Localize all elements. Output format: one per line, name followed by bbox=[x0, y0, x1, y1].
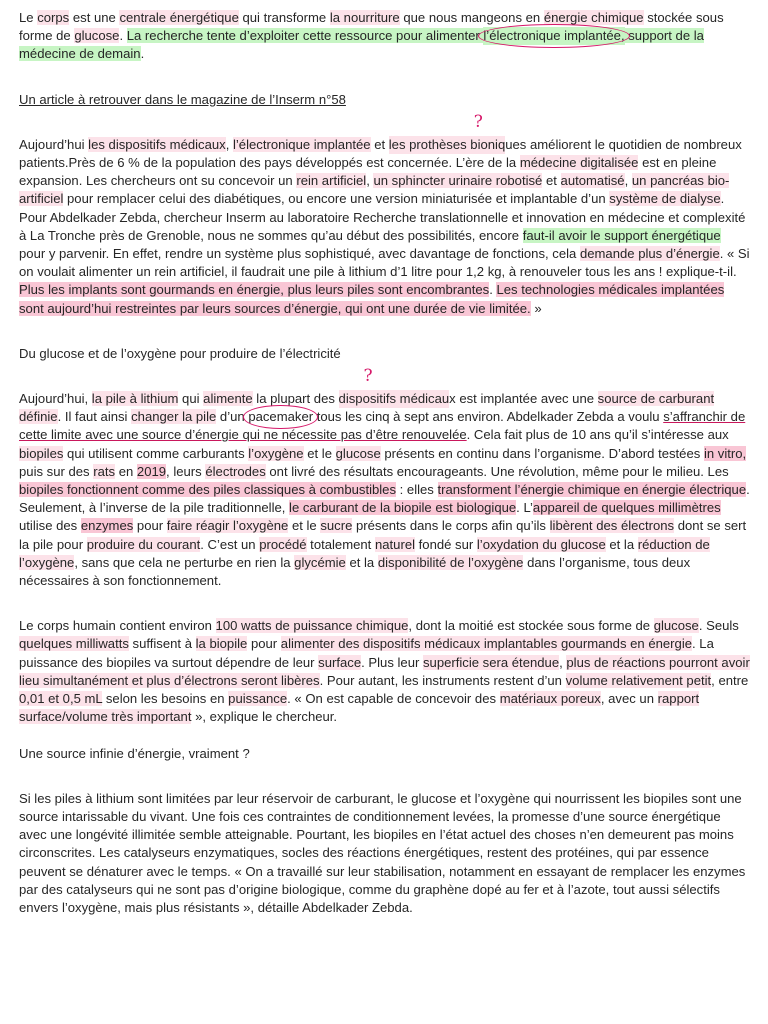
highlight-strong: transforment l’énergie chimique en énergie électrique bbox=[437, 482, 747, 498]
highlight: changer la pile bbox=[131, 409, 217, 425]
text-run: . « Si on voulait alimenter un rein artificiel, il faudrait une pile à lithium d’1 litre pour 1,2 kg, à renouveler tous les ans ! explique-t-il. bbox=[19, 246, 750, 280]
highlight-strong: Les technologies médicales implantées sont aujourd’hui restreintes par leurs sources d’énergie, qui ont une durée de vie limitée. bbox=[19, 282, 725, 316]
annotated-dispositifs-medicaux bbox=[338, 366, 450, 408]
text-run: x est implantée avec une bbox=[449, 391, 598, 407]
highlight: énergie chimique bbox=[543, 10, 644, 25]
highlight: volume relativement petit bbox=[565, 672, 712, 688]
text-run: présents dans le corps afin qu’ils bbox=[352, 518, 550, 534]
highlight: disponibilité de l’oxygène bbox=[377, 554, 524, 570]
highlight: sucre bbox=[320, 518, 353, 534]
highlight-strong: Plus les implants sont gourmands en énergie, plus leurs piles sont encombrantes bbox=[19, 282, 490, 298]
text-run: . L’ bbox=[516, 500, 533, 516]
highlight: rein artificiel bbox=[296, 173, 367, 189]
highlight: centrale énergétique bbox=[119, 10, 239, 25]
highlight: 0,01 et 0,5 mL bbox=[19, 691, 103, 707]
paragraph-3 bbox=[19, 366, 750, 590]
text-run: en bbox=[115, 463, 137, 479]
text-run: selon les besoins en bbox=[102, 691, 229, 707]
highlight-strong: appareil de quelques millimètres bbox=[532, 500, 721, 516]
highlight: réduction de l’oxygène bbox=[19, 536, 710, 570]
text-run: , sans que cela ne perturbe en rien la bbox=[74, 554, 295, 570]
text-run: est une bbox=[69, 10, 120, 25]
highlight: système de dialyse bbox=[609, 191, 721, 207]
text-run: . Il faut ainsi bbox=[57, 409, 132, 425]
text-run: pour bbox=[133, 518, 167, 534]
highlight: surface bbox=[318, 654, 362, 670]
question-mark-annotation: ? bbox=[363, 366, 373, 387]
highlight: glucose bbox=[335, 445, 381, 461]
highlight-strong: 2019 bbox=[136, 463, 167, 479]
text-run: . Plus leur bbox=[361, 654, 423, 670]
text-run: puis sur des bbox=[19, 463, 94, 479]
highlight: rats bbox=[93, 463, 116, 479]
highlight-strong: in vitro, bbox=[703, 445, 747, 461]
highlight: puissance bbox=[228, 691, 288, 707]
text-run: présents en continu dans l’organisme. D’abord testées bbox=[380, 445, 704, 461]
highlight-green: faut-il avoir le support énergétique bbox=[522, 227, 721, 243]
circled-pacemaker bbox=[248, 408, 313, 426]
text-run: fondé sur bbox=[415, 536, 477, 552]
text-run: , bbox=[624, 173, 632, 189]
text-run: , leurs bbox=[166, 463, 206, 479]
text-run: Aujourd’hui bbox=[19, 136, 89, 152]
highlight: procédé bbox=[259, 536, 307, 552]
text-run: d’un bbox=[216, 409, 249, 425]
highlight: glucose bbox=[74, 28, 120, 44]
text-run: qui bbox=[178, 391, 204, 407]
highlight: glucose bbox=[653, 618, 699, 634]
text-run: dont se sert la pile pour bbox=[19, 518, 747, 552]
text-run: et le bbox=[288, 518, 321, 534]
highlight: l’oxydation du glucose bbox=[476, 536, 606, 552]
text-run: que nous mangeons en bbox=[399, 10, 544, 25]
text-run: stockée sous forme de bbox=[19, 10, 724, 44]
text-run: » bbox=[530, 300, 542, 316]
text-run: totalement bbox=[306, 536, 375, 552]
text-run: la plupart des bbox=[252, 391, 339, 407]
text-run: utilise des bbox=[19, 518, 81, 534]
text-run: . Seulement, à l’inverse de la pile traditionnelle, bbox=[19, 482, 750, 516]
text-run: est en pleine expansion. Les chercheurs ont su concevoir un bbox=[19, 155, 717, 189]
text-run: . bbox=[140, 46, 145, 62]
highlight-strong: biopiles fonctionnent comme des piles classiques à combustibles bbox=[19, 482, 397, 498]
text-run: . bbox=[489, 282, 497, 298]
text-run: . bbox=[119, 28, 127, 44]
text-run: et bbox=[370, 136, 389, 152]
section-heading-source-infinie: Une source infinie d’énergie, vraiment ? bbox=[19, 745, 250, 761]
text-run: suffisent à bbox=[128, 636, 196, 652]
text-run: . Cela fait plus de 10 ans qu’il s’intéresse aux bbox=[466, 427, 729, 443]
highlight: alimenter des dispositifs médicaux implantables gourmands en énergie bbox=[280, 636, 693, 652]
highlight: dispositifs médicau bbox=[338, 391, 450, 407]
highlight: alimente bbox=[203, 391, 253, 407]
annotated-protheses-bioniques bbox=[388, 111, 506, 154]
underlined-phrase: s’affranchir de cette limite avec une source d’énergie qui ne nécessite pas d’être renouvelée bbox=[19, 409, 746, 443]
text-run: Aujourd’hui, bbox=[19, 391, 92, 407]
highlight: quelques milliwatts bbox=[19, 636, 129, 652]
highlight: faire réagir l’oxygène bbox=[166, 518, 289, 534]
highlight: demande plus d’énergie bbox=[579, 246, 720, 262]
text-run: pour y parvenir. En effet, rendre un système plus sophistiqué, avec davantage de fonctions, cela bbox=[19, 246, 580, 262]
highlight: produire du courant bbox=[86, 536, 201, 552]
highlight: les dispositifs médicaux bbox=[88, 136, 226, 152]
highlight: matériaux poreux bbox=[499, 691, 601, 707]
text-run: et le bbox=[303, 445, 336, 461]
text-run: , bbox=[559, 654, 567, 670]
text-run: qui transforme bbox=[238, 10, 330, 25]
text-run: pour remplacer celui des diabétiques, ou encore une version miniaturisée et implantable d’un bbox=[63, 191, 610, 207]
circled-word: pacemaker bbox=[248, 409, 314, 425]
text-run: Le corps humain contient environ bbox=[19, 618, 216, 634]
highlight-green: La recherche tente d’exploiter cette ressource pour alimenter bbox=[126, 28, 484, 44]
highlight: les prothèses bioniq bbox=[388, 136, 506, 152]
highlight: libèrent des électrons bbox=[549, 518, 675, 534]
highlight: la biopile bbox=[195, 636, 248, 652]
text-run: et bbox=[542, 173, 561, 189]
highlight: un pancréas bio-artificiel bbox=[19, 173, 730, 207]
text-run: . « On est capable de concevoir des bbox=[287, 691, 500, 707]
highlight: l’électronique implantée bbox=[232, 136, 371, 152]
text-run: : elles bbox=[396, 482, 438, 498]
highlight: automatisé bbox=[560, 173, 625, 189]
text-run: », explique le chercheur. bbox=[191, 709, 338, 725]
highlight: rapport surface/volume très important bbox=[19, 691, 700, 725]
text-run: Le bbox=[19, 10, 38, 25]
text-run: , bbox=[225, 136, 233, 152]
paragraph-2 bbox=[19, 111, 750, 318]
text-run: . La puissance des biopiles va surtout dépendre de leur bbox=[19, 636, 714, 670]
highlight: source de carburant définie bbox=[19, 391, 715, 425]
highlight: médecine digitalisée bbox=[519, 155, 639, 171]
highlight-strong: le carburant de la biopile est biologique bbox=[289, 500, 517, 516]
intro-paragraph bbox=[19, 9, 750, 64]
text-run: dans l’organisme, tous deux nécessaires à son fonctionnement. bbox=[19, 554, 691, 589]
highlight: 100 watts de puissance chimique bbox=[215, 618, 409, 634]
paragraph-5: Si les piles à lithium sont limitées par leur réservoir de carburant, le glucose et l’oxygène qui nourrissent les biopiles sont une source intarissable du vivant. Une fois ces contraintes de conditionnement levées, la promesse d’une source énergétique avec une longévité illimitée semble atteignable. Pourtant, les biopiles en l’état actuel des choses n’en demeurent pas moins circonscrites. Les catalyseurs enzymatiques, socles des réactions énergétiques, restent des protéines, qui par essence peuvent se dénaturer avec le temps. « On a travaillé sur leur stabilisation, notamment en essayant de remplacer les enzymes par des catalyseurs qui ne sont pas d’origine biologique, comme du graphène dopé au fer et à l’azote, tout aussi sélectifs envers l’oxygène, mais plus résistants », détaille Abdelkader Zebda. bbox=[19, 790, 746, 915]
highlight: plus de réactions pourront avoir lieu simultanément et plus d’électrons seront libères bbox=[19, 654, 750, 688]
text-run: ues améliorent le quotidien de nombreux patients.Près de 6 % de la population des pays développés est concernée. L’ère de la bbox=[19, 136, 742, 171]
text-run: et la bbox=[345, 554, 378, 570]
highlight: naturel bbox=[374, 536, 416, 552]
text-run: . Pour autant, les instruments restent d’un bbox=[319, 672, 566, 688]
highlight-green: l’électronique implantée, bbox=[483, 28, 625, 44]
circled-electronique-implantee bbox=[483, 27, 624, 45]
highlight: la pile à lithium bbox=[91, 391, 179, 407]
highlight: l’oxygène bbox=[248, 445, 304, 461]
highlight: biopiles bbox=[19, 445, 64, 461]
text-run: , bbox=[366, 173, 374, 189]
highlight: glycémie bbox=[294, 554, 346, 570]
text-run: , dont la moitié est stockée sous forme de bbox=[408, 618, 654, 634]
highlight-strong: enzymes bbox=[80, 518, 134, 534]
highlight-green: support de la médecine de demain bbox=[19, 28, 704, 62]
text-run: tous les cinq à sept ans environ. Abdelkader Zebda a voulu bbox=[313, 409, 664, 425]
text-run: qui utilisent comme carburants bbox=[63, 445, 249, 461]
highlight: la nourriture bbox=[329, 10, 400, 25]
highlight: corps bbox=[37, 10, 70, 25]
text-run: . C’est un bbox=[200, 536, 260, 552]
text-run: , avec un bbox=[600, 691, 658, 707]
magazine-reference-link[interactable]: Un article à retrouver dans le magazine de l’Inserm n°58 bbox=[19, 91, 346, 107]
highlight: électrodes bbox=[205, 463, 266, 479]
highlight: superficie sera étendue bbox=[422, 654, 560, 670]
text-run: . Pour Abdelkader Zebda, chercheur Inserm au laboratoire Recherche translationnelle et innovation en médecine et complexité à La Tronche près de Grenoble, nous ne sommes qu’au début des possibilités, encore bbox=[19, 191, 746, 243]
paragraph-4 bbox=[19, 617, 750, 726]
text-run: et la bbox=[605, 536, 638, 552]
highlight: un sphincter urinaire robotisé bbox=[373, 173, 543, 189]
text-run: . Seuls bbox=[698, 618, 739, 634]
section-heading-glucose-oxygene: Du glucose et de l’oxygène pour produire de l’électricité bbox=[19, 345, 341, 361]
text-run: ont livré des résultats encourageants. Une révolution, même pour le milieu. Les bbox=[265, 463, 729, 479]
text-run: , entre bbox=[711, 672, 749, 688]
text-run: pour bbox=[247, 636, 281, 652]
question-mark-annotation: ? bbox=[473, 111, 483, 132]
